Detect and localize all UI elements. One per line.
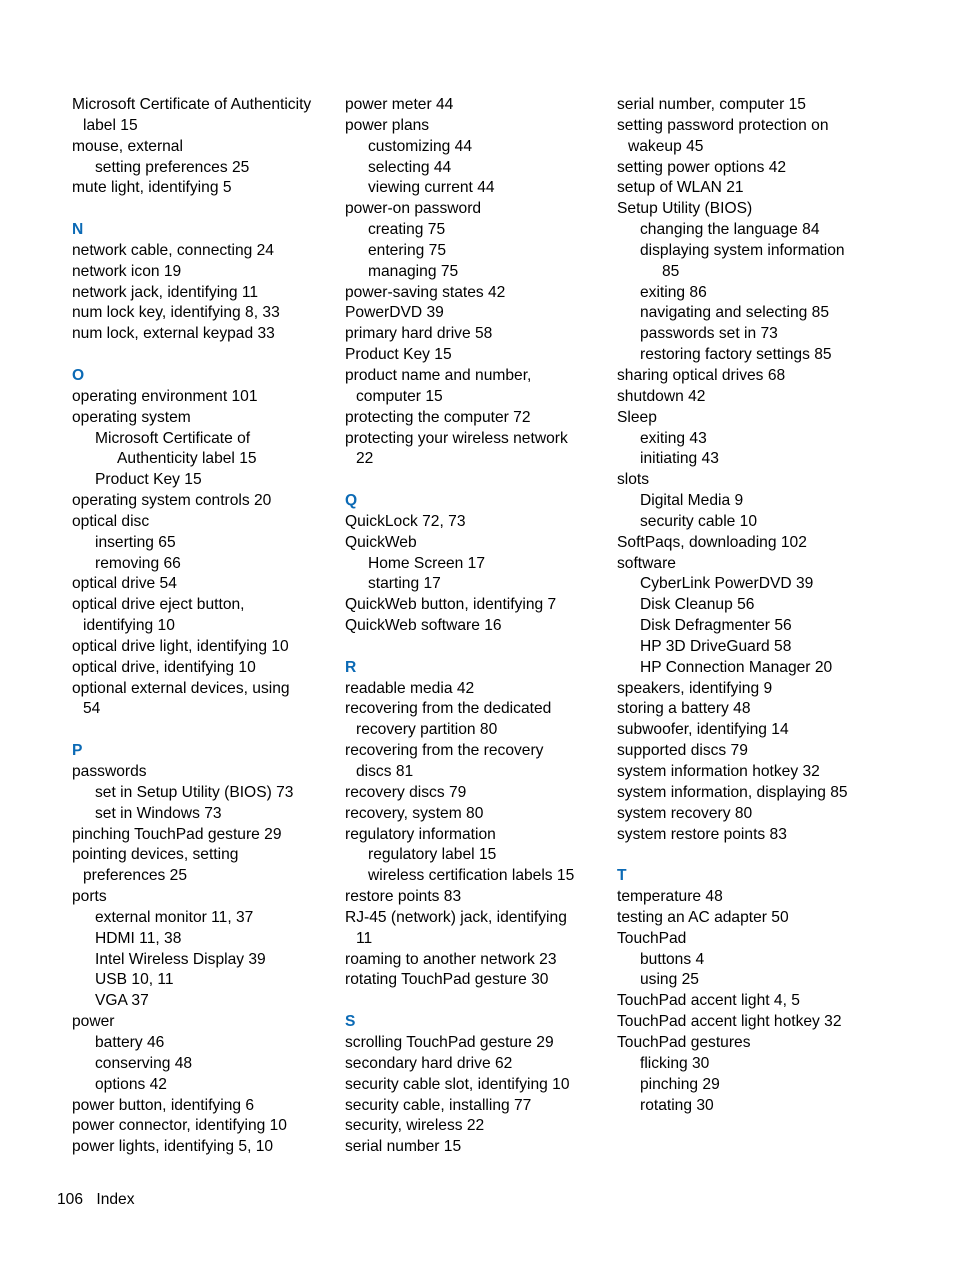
index-subentry: starting 17 bbox=[368, 575, 441, 593]
index-entry: TouchPad accent light 4, 5 bbox=[617, 992, 800, 1010]
section-letter: O bbox=[72, 366, 85, 384]
index-entry: optical drive, identifying 10 bbox=[72, 658, 256, 676]
section-letter: S bbox=[345, 1013, 356, 1031]
index-entry: system information hotkey 32 bbox=[617, 763, 820, 780]
index-entry: network jack, identifying 11 bbox=[72, 283, 259, 301]
index-subentry: managing 75 bbox=[368, 262, 459, 280]
index-entry: label 15 bbox=[83, 116, 138, 134]
index-subentry: displaying system information bbox=[640, 241, 845, 259]
index-entry: preferences 25 bbox=[83, 867, 188, 885]
index-entry: scrolling TouchPad gesture 29 bbox=[345, 1033, 554, 1051]
index-entry: TouchPad bbox=[617, 929, 687, 947]
index-entry: operating system controls 20 bbox=[72, 492, 272, 510]
index-subentry: wireless certification labels 15 bbox=[368, 867, 575, 885]
index-column-2 bbox=[345, 95, 605, 1158]
index-entry: recovery discs 79 bbox=[345, 783, 467, 801]
index-entry: operating system bbox=[72, 408, 191, 426]
index-subentry: customizing 44 bbox=[368, 137, 473, 155]
index-entry: Setup Utility (BIOS) bbox=[617, 200, 753, 218]
index-entry: TouchPad gestures bbox=[617, 1033, 751, 1051]
index-column-3 bbox=[617, 95, 897, 1116]
section-letter: Q bbox=[345, 492, 358, 510]
index-entry: Product Key 15 bbox=[345, 346, 452, 364]
index-subentry: 85 bbox=[662, 262, 680, 280]
index-entry: regulatory information bbox=[345, 825, 496, 843]
index-entry: optical disc bbox=[72, 512, 150, 530]
section-letter: N bbox=[72, 221, 84, 239]
index-entry: optical drive light, identifying 10 bbox=[72, 637, 289, 655]
index-subentry: HDMI 11, 38 bbox=[95, 929, 182, 947]
index-entry: QuickLock 72, 73 bbox=[345, 512, 466, 530]
index-entry: network icon 19 bbox=[72, 262, 182, 280]
index-subentry: navigating and selecting 85 bbox=[640, 304, 829, 322]
page-footer bbox=[57, 1190, 135, 1210]
index-subentry: passwords set in 73 bbox=[640, 325, 778, 343]
index-entry: software bbox=[617, 554, 676, 572]
index-entry: setting power options 42 bbox=[617, 158, 787, 176]
index-entry: speakers, identifying 9 bbox=[617, 679, 773, 697]
index-entry: rotating TouchPad gesture 30 bbox=[345, 971, 549, 989]
index-entry: recovery, system 80 bbox=[345, 804, 484, 822]
index-subentry: buttons 4 bbox=[640, 950, 705, 968]
index-subentry: using 25 bbox=[640, 971, 699, 989]
index-entry: readable media 42 bbox=[345, 679, 475, 697]
index-entry: power-on password bbox=[345, 200, 482, 218]
index-subentry: exiting 43 bbox=[640, 429, 707, 447]
index-subentry: exiting 86 bbox=[640, 283, 707, 301]
index-entry: mute light, identifying 5 bbox=[72, 179, 232, 197]
index-entry: PowerDVD 39 bbox=[345, 304, 444, 322]
index-entry: power bbox=[72, 1013, 115, 1031]
index-subentry: Product Key 15 bbox=[95, 471, 202, 489]
index-entry: wakeup 45 bbox=[628, 137, 704, 155]
section-name: Index bbox=[96, 1191, 135, 1208]
index-entry: serial number, computer 15 bbox=[617, 96, 806, 113]
index-entry: power lights, identifying 5, 10 bbox=[72, 1138, 274, 1156]
index-entry: power-saving states 42 bbox=[345, 283, 506, 301]
index-subentry: flicking 30 bbox=[640, 1054, 710, 1072]
index-entry: optional external devices, using bbox=[72, 679, 290, 697]
index-subentry: creating 75 bbox=[368, 221, 446, 239]
index-entry: network cable, connecting 24 bbox=[72, 241, 274, 259]
index-entry: mouse, external bbox=[72, 137, 183, 155]
index-entry: testing an AC adapter 50 bbox=[617, 908, 789, 926]
index-subentry: removing 66 bbox=[95, 554, 181, 572]
index-subentry: VGA 37 bbox=[95, 992, 149, 1010]
index-entry: optical drive 54 bbox=[72, 575, 177, 593]
index-entry: power button, identifying 6 bbox=[72, 1096, 255, 1114]
index-entry: security, wireless 22 bbox=[345, 1117, 485, 1135]
index-subentry: rotating 30 bbox=[640, 1096, 714, 1114]
index-entry: primary hard drive 58 bbox=[345, 325, 493, 343]
index-subentry: CyberLink PowerDVD 39 bbox=[640, 575, 814, 593]
index-column-1 bbox=[72, 95, 332, 1158]
index-subentry: USB 10, 11 bbox=[95, 971, 174, 989]
index-entry: identifying 10 bbox=[83, 617, 175, 635]
index-subentry: battery 46 bbox=[95, 1033, 165, 1051]
index-entry: operating environment 101 bbox=[72, 387, 258, 405]
index-entry: temperature 48 bbox=[617, 888, 723, 906]
index-entry: discs 81 bbox=[356, 763, 414, 780]
index-entry: system restore points 83 bbox=[617, 825, 787, 843]
section-letter: P bbox=[72, 742, 83, 760]
page-number: 106 bbox=[57, 1191, 84, 1208]
index-entry: recovering from the recovery bbox=[345, 742, 544, 760]
index-entry: product name and number, bbox=[345, 366, 532, 384]
index-entry: RJ-45 (network) jack, identifying bbox=[345, 908, 567, 926]
section-letter: R bbox=[345, 658, 357, 676]
index-subentry: restoring factory settings 85 bbox=[640, 346, 832, 364]
index-entry: shutdown 42 bbox=[617, 387, 706, 405]
index-subentry: inserting 65 bbox=[95, 533, 176, 551]
index-entry: TouchPad accent light hotkey 32 bbox=[617, 1013, 842, 1031]
index-entry: sharing optical drives 68 bbox=[617, 366, 786, 384]
index-subentry: Intel Wireless Display 39 bbox=[95, 950, 266, 968]
index-entry: ports bbox=[72, 888, 107, 906]
index-entry: QuickWeb software 16 bbox=[345, 617, 502, 635]
index-entry: protecting the computer 72 bbox=[345, 408, 531, 426]
index-entry: num lock, external keypad 33 bbox=[72, 325, 275, 343]
index-subentry: changing the language 84 bbox=[640, 221, 820, 239]
index-entry: computer 15 bbox=[356, 387, 443, 405]
index-entry: storing a battery 48 bbox=[617, 700, 751, 718]
index-entry: recovery partition 80 bbox=[356, 721, 498, 739]
index-entry: 22 bbox=[356, 450, 374, 468]
index-entry: supported discs 79 bbox=[617, 742, 748, 760]
index-entry: QuickWeb bbox=[345, 533, 417, 551]
index-entry: pinching TouchPad gesture 29 bbox=[72, 825, 282, 843]
index-entry: power meter 44 bbox=[345, 96, 454, 113]
index-subentry: HP 3D DriveGuard 58 bbox=[640, 637, 792, 655]
index-entry: secondary hard drive 62 bbox=[345, 1054, 513, 1072]
index-entry: recovering from the dedicated bbox=[345, 700, 552, 718]
index-subentry: Disk Defragmenter 56 bbox=[640, 617, 792, 635]
index-subentry: external monitor 11, 37 bbox=[95, 908, 254, 926]
index-subentry: selecting 44 bbox=[368, 158, 452, 176]
index-entry: serial number 15 bbox=[345, 1138, 462, 1156]
index-subentry: Disk Cleanup 56 bbox=[640, 596, 755, 614]
index-subentry: pinching 29 bbox=[640, 1075, 720, 1093]
index-subentry: setting preferences 25 bbox=[95, 158, 250, 176]
index-entry: security cable, installing 77 bbox=[345, 1096, 532, 1114]
index-subentry: entering 75 bbox=[368, 241, 447, 259]
index-entry: optical drive eject button, bbox=[72, 596, 245, 614]
index-subentry: Authenticity label 15 bbox=[117, 450, 257, 468]
index-entry: system information, displaying 85 bbox=[617, 783, 848, 801]
index-entry: security cable slot, identifying 10 bbox=[345, 1075, 570, 1093]
index-entry: passwords bbox=[72, 763, 147, 780]
index-entry: QuickWeb button, identifying 7 bbox=[345, 596, 557, 614]
index-entry: num lock key, identifying 8, 33 bbox=[72, 304, 280, 322]
index-subentry: conserving 48 bbox=[95, 1054, 193, 1072]
index-entry: 54 bbox=[83, 700, 101, 718]
index-subentry: regulatory label 15 bbox=[368, 846, 497, 864]
index-entry: 11 bbox=[356, 929, 373, 947]
index-subentry: initiating 43 bbox=[640, 450, 719, 468]
index-entry: restore points 83 bbox=[345, 888, 462, 906]
index-entry: protecting your wireless network bbox=[345, 429, 568, 447]
index-subentry: viewing current 44 bbox=[368, 179, 495, 197]
index-entry: setting password protection on bbox=[617, 116, 829, 134]
index-entry: SoftPaqs, downloading 102 bbox=[617, 533, 807, 551]
index-entry: Microsoft Certificate of Authenticity bbox=[72, 96, 312, 113]
index-subentry: Home Screen 17 bbox=[368, 554, 486, 572]
index-entry: power connector, identifying 10 bbox=[72, 1117, 287, 1135]
index-subentry: options 42 bbox=[95, 1075, 167, 1093]
index-entry: power plans bbox=[345, 116, 430, 134]
index-entry: subwoofer, identifying 14 bbox=[617, 721, 789, 739]
index-subentry: Microsoft Certificate of bbox=[95, 429, 251, 447]
index-subentry: security cable 10 bbox=[640, 512, 758, 530]
index-entry: roaming to another network 23 bbox=[345, 950, 557, 968]
index-entry: setup of WLAN 21 bbox=[617, 179, 744, 197]
index-subentry: set in Setup Utility (BIOS) 73 bbox=[95, 783, 294, 801]
index-entry: slots bbox=[617, 471, 650, 489]
section-letter: T bbox=[617, 867, 627, 885]
index-subentry: Digital Media 9 bbox=[640, 492, 744, 510]
index-entry: pointing devices, setting bbox=[72, 846, 239, 864]
index-entry: Sleep bbox=[617, 408, 657, 426]
index-subentry: HP Connection Manager 20 bbox=[640, 658, 833, 676]
index-entry: system recovery 80 bbox=[617, 804, 753, 822]
index-subentry: set in Windows 73 bbox=[95, 804, 222, 822]
